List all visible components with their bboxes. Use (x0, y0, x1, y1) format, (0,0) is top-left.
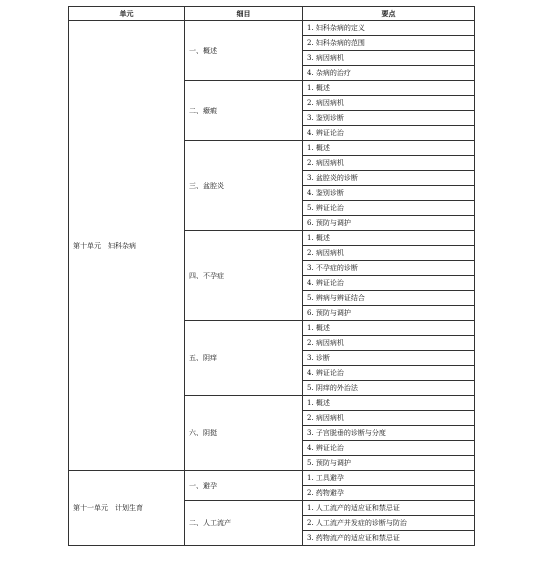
unit-title: 第十单元 妇科杂病 (69, 21, 185, 471)
point-item: 1. 概述 (303, 81, 475, 96)
point-item: 4. 辨证论治 (303, 441, 475, 456)
header-topic: 细目 (185, 7, 303, 21)
point-item: 3. 病因病机 (303, 51, 475, 66)
point-item: 1. 概述 (303, 141, 475, 156)
table-row (69, 471, 475, 486)
topic-title: 五、阴痒 (185, 321, 303, 396)
point-item: 4. 辨证论治 (303, 366, 475, 381)
point-item: 1. 概述 (303, 231, 475, 246)
point-item: 1. 人工流产的适应证和禁忌证 (303, 501, 475, 516)
point-item: 2. 药物避孕 (303, 486, 475, 501)
table-row (69, 21, 475, 36)
topic-title: 一、概述 (185, 21, 303, 81)
unit-title: 第十一单元 计划生育 (69, 471, 185, 546)
point-item: 5. 辨病与辨证结合 (303, 291, 475, 306)
point-item: 1. 概述 (303, 321, 475, 336)
header-point: 要点 (303, 7, 475, 21)
point-item: 1. 工具避孕 (303, 471, 475, 486)
topic-title: 三、盆腔炎 (185, 141, 303, 231)
topic-title: 六、阴挺 (185, 396, 303, 471)
point-item: 6. 预防与调护 (303, 216, 475, 231)
point-item: 1. 妇科杂病的定义 (303, 21, 475, 36)
point-item: 2. 病因病机 (303, 411, 475, 426)
point-item: 3. 诊断 (303, 351, 475, 366)
point-item: 5. 阴痒的外治法 (303, 381, 475, 396)
header-row (69, 7, 475, 21)
point-item: 3. 不孕症的诊断 (303, 261, 475, 276)
point-item: 6. 预防与调护 (303, 306, 475, 321)
topic-title: 一、避孕 (185, 471, 303, 501)
point-item: 5. 辨证论治 (303, 201, 475, 216)
point-item: 3. 鉴别诊断 (303, 111, 475, 126)
point-item: 5. 预防与调护 (303, 456, 475, 471)
point-item: 2. 人工流产并发症的诊断与防治 (303, 516, 475, 531)
point-item: 2. 病因病机 (303, 336, 475, 351)
point-item: 4. 鉴别诊断 (303, 186, 475, 201)
point-item: 3. 盆腔炎的诊断 (303, 171, 475, 186)
point-item: 1. 概述 (303, 396, 475, 411)
topic-title: 四、不孕症 (185, 231, 303, 321)
table-body (69, 21, 475, 546)
topic-title: 二、癥瘕 (185, 81, 303, 141)
point-item: 4. 杂病的治疗 (303, 66, 475, 81)
point-item: 2. 病因病机 (303, 246, 475, 261)
point-item: 4. 辨证论治 (303, 276, 475, 291)
point-item: 2. 病因病机 (303, 96, 475, 111)
point-item: 4. 辨证论治 (303, 126, 475, 141)
topic-title: 二、人工流产 (185, 501, 303, 546)
point-item: 2. 妇科杂病的范围 (303, 36, 475, 51)
syllabus-table (68, 6, 475, 546)
point-item: 2. 病因病机 (303, 156, 475, 171)
point-item: 3. 药物流产的适应证和禁忌证 (303, 531, 475, 546)
point-item: 3. 子宫脱垂的诊断与分度 (303, 426, 475, 441)
header-unit: 单元 (69, 7, 185, 21)
